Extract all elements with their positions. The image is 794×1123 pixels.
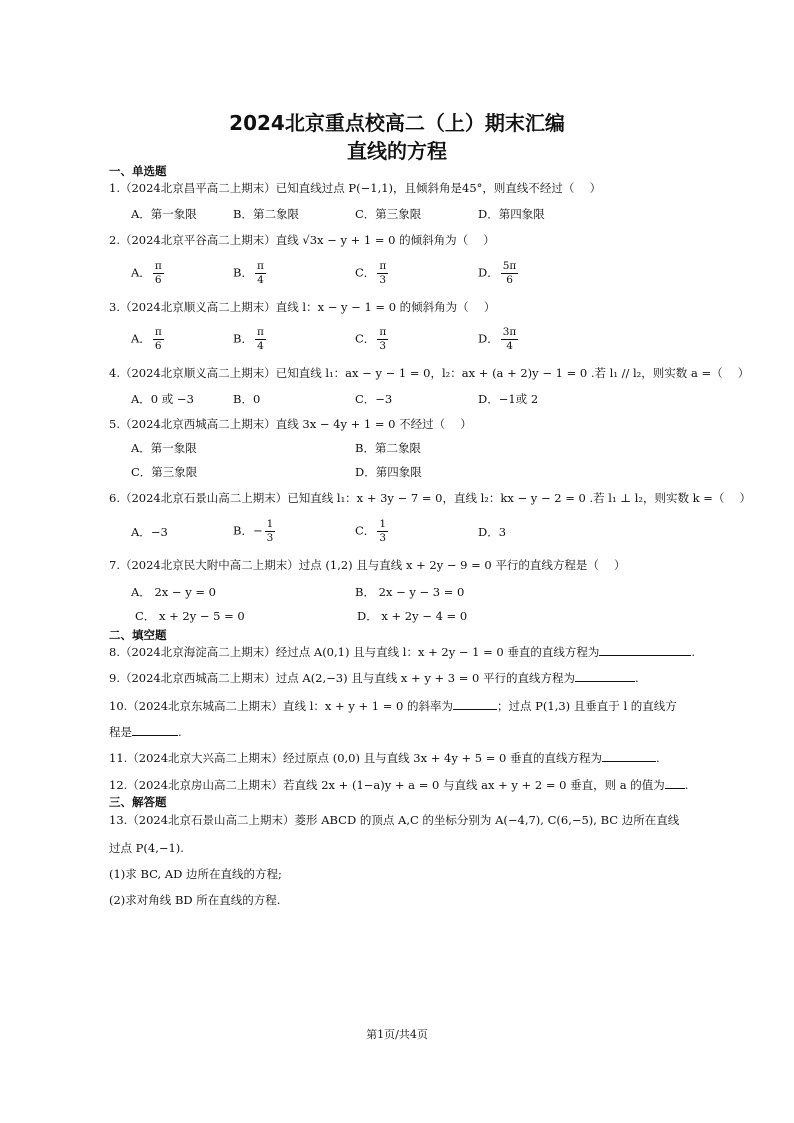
option-value: 3 [498,525,507,539]
question-4-option-d: D．−1或 2 [478,392,539,406]
minus-sign: − [252,523,263,538]
question-5-stem: 5.（2024北京西城高二上期末）直线 3x − 4y + 1 = 0 不经过（ ） [109,417,472,431]
option-label: C． [355,523,376,538]
fraction-numerator: 1 [379,518,386,530]
option-value: −3 [150,525,168,539]
fraction-denominator: 4 [506,340,513,352]
question-11-stem: 11.（2024北京大兴高二上期末）经过原点 (0,0) 且与直线 3x + 4y + 5 = 0 垂直的直线方程为 [109,751,603,765]
question-2-option-d [478,260,520,287]
document-title: 2024北京重点校高二（上）期末汇编 [229,111,565,135]
question-10-stem-b: ；过点 P(1,3) 且垂直于 l 的直线方 [497,699,677,713]
question-2-option-c [355,260,390,287]
fraction-numerator: π [379,260,387,272]
question-7-option-d: D． x + 2y − 4 = 0 [357,609,468,623]
question-1-option-b: B．第二象限 [233,207,299,221]
question-5-option-c: C．第三象限 [131,465,198,479]
question-7-option-b: B． 2x − y − 3 = 0 [355,585,465,599]
answer-blank [453,697,497,710]
question-6-option-c [355,518,390,545]
question-8-stem: 8.（2024北京海淀高二上期末）经过点 A(0,1) 且与直线 l：x + 2y − 1 = 0 垂直的直线方程为 [109,645,600,659]
period: . [691,645,696,659]
option-label: C． [355,265,376,280]
fraction [377,260,388,287]
option-label: B． [233,523,253,538]
section-heading-single-choice: 一、单选题 [109,164,167,178]
question-13-stem-line-1: 13.（2024北京石景山高二上期末）菱形 ABCD 的顶点 A,C 的坐标分别为 A(−4,7), C(6,−5), BC 边所在直线 [109,813,680,827]
option-label: D． [478,265,499,280]
answer-blank [665,776,685,789]
fraction-numerator: π [256,260,264,272]
fraction [153,326,164,353]
option-label: D． [478,331,499,346]
question-7-option-c: C． x + 2y − 5 = 0 [135,609,245,623]
question-10-stem-c: 程是 [109,725,132,739]
question-4-option-b: B．0 [233,392,261,406]
fraction-numerator: 5π [502,260,517,272]
question-2-option-b [233,260,268,287]
fraction [255,260,266,287]
fraction [255,326,266,353]
question-5-option-b: B．第二象限 [355,441,421,455]
fraction-denominator: 3 [379,340,387,352]
question-3-option-a [131,326,166,353]
answer-blank [602,749,656,762]
fraction-denominator: 4 [257,274,264,286]
period: . [684,778,689,792]
fraction-numerator: π [379,326,387,338]
question-13-part-1: (1)求 BC, AD 边所在直线的方程; [109,867,282,881]
page-number: 第1页/共4页 [366,1028,428,1041]
question-3-option-d [478,326,520,353]
fraction-numerator: π [154,260,162,272]
question-8 [109,643,695,660]
fraction-denominator: 3 [379,532,386,544]
option-label: A． [131,265,151,280]
fraction [153,260,164,287]
fraction-denominator: 6 [506,274,513,286]
fraction-numerator: π [256,326,264,338]
question-4-option-c: C．−3 [355,392,393,406]
section-heading-solution: 三、解答题 [109,795,167,809]
period: . [635,671,639,685]
option-label: B． [233,265,253,280]
question-1-option-a: A．第一象限 [131,207,197,221]
question-6-option-d [478,524,506,540]
option-label: A． [131,331,151,346]
fraction-numerator: 3π [502,326,517,338]
answer-blank [132,723,178,736]
question-12-stem: 12.（2024北京房山高二上期末）若直线 2x + (1−a)y + a = 0 与直线 ax + y + 2 = 0 垂直，则 a 的值为 [109,778,665,792]
question-4-option-a: A．0 或 −3 [131,392,194,406]
question-4-stem: 4.（2024北京顺义高二上期末）已知直线 l₁：ax − y − 1 = 0，l₂：ax + (a + 2)y − 1 = 0 .若 l₁ // l₂，则实数 a =（ ） [109,366,750,380]
question-5-option-a: A．第一象限 [131,441,197,455]
question-9-stem: 9.（2024北京西城高二上期末）过点 A(2,−3) 且与直线 x + y + 3 = 0 平行的直线方程为 [109,671,576,685]
question-10-line-2 [109,723,182,740]
question-3-stem: 3.（2024北京顺义高二上期末）直线 l：x − y − 1 = 0 的倾斜角为（ ） [109,300,496,314]
question-1-stem: 1.（2024北京昌平高二上期末）已知直线过点 P(−1,1)，且倾斜角是45°，则直线不经过（ ） [109,181,602,195]
question-2-option-a [131,260,166,287]
question-10-line-1 [109,697,677,714]
fraction-denominator: 3 [266,532,274,544]
section-heading-fill-in: 二、填空题 [109,628,167,642]
answer-blank [599,643,691,656]
fraction-denominator: 4 [257,340,264,352]
question-13-stem-line-2: 过点 P(4,−1). [109,841,184,855]
question-11 [109,749,660,766]
question-3-option-b [233,326,268,353]
option-label: A． [131,525,151,539]
period: . [178,725,182,739]
question-1-option-c: C．第三象限 [355,207,422,221]
fraction-denominator: 6 [154,274,162,286]
question-3-option-c [355,326,390,353]
fraction-numerator: π [154,326,162,338]
fraction [265,518,276,545]
option-label: C． [355,331,376,346]
question-10-stem-a: 10.（2024北京东城高二上期末）直线 l：x + y + 1 = 0 的斜率为 [109,699,453,713]
document-subtitle: 直线的方程 [347,139,447,163]
fraction-numerator: 1 [266,518,274,530]
question-6-stem: 6.（2024北京石景山高二上期末）已知直线 l₁：x + 3y − 7 = 0，直线 l₂：kx − y − 2 = 0 .若 l₁ ⊥ l₂，则实数 k =（ ） [109,491,752,505]
option-label: D． [478,525,499,539]
fraction-denominator: 3 [379,274,387,286]
fraction [501,326,519,353]
period: . [656,751,660,765]
question-12 [109,776,688,793]
fraction [377,326,388,353]
fraction-denominator: 6 [154,340,162,352]
question-7-option-a: A． 2x − y = 0 [131,585,216,599]
question-6-option-a [131,524,168,540]
option-label: B． [233,331,253,346]
question-1-option-d: D．第四象限 [478,207,545,221]
answer-blank [575,669,635,682]
question-5-option-d: D．第四象限 [355,465,422,479]
fraction [501,260,519,287]
question-7-stem: 7.（2024北京民大附中高二上期末）过点 (1,2) 且与直线 x + 2y − 9 = 0 平行的直线方程是（ ） [109,558,626,572]
question-2-stem: 2.（2024北京平谷高二上期末）直线 √3x − y + 1 = 0 的倾斜角为（ ） [109,233,495,247]
fraction [377,518,388,545]
question-6-option-b [233,518,277,545]
question-13-part-2: (2)求对角线 BD 所在直线的方程. [109,893,281,907]
question-9 [109,669,639,686]
